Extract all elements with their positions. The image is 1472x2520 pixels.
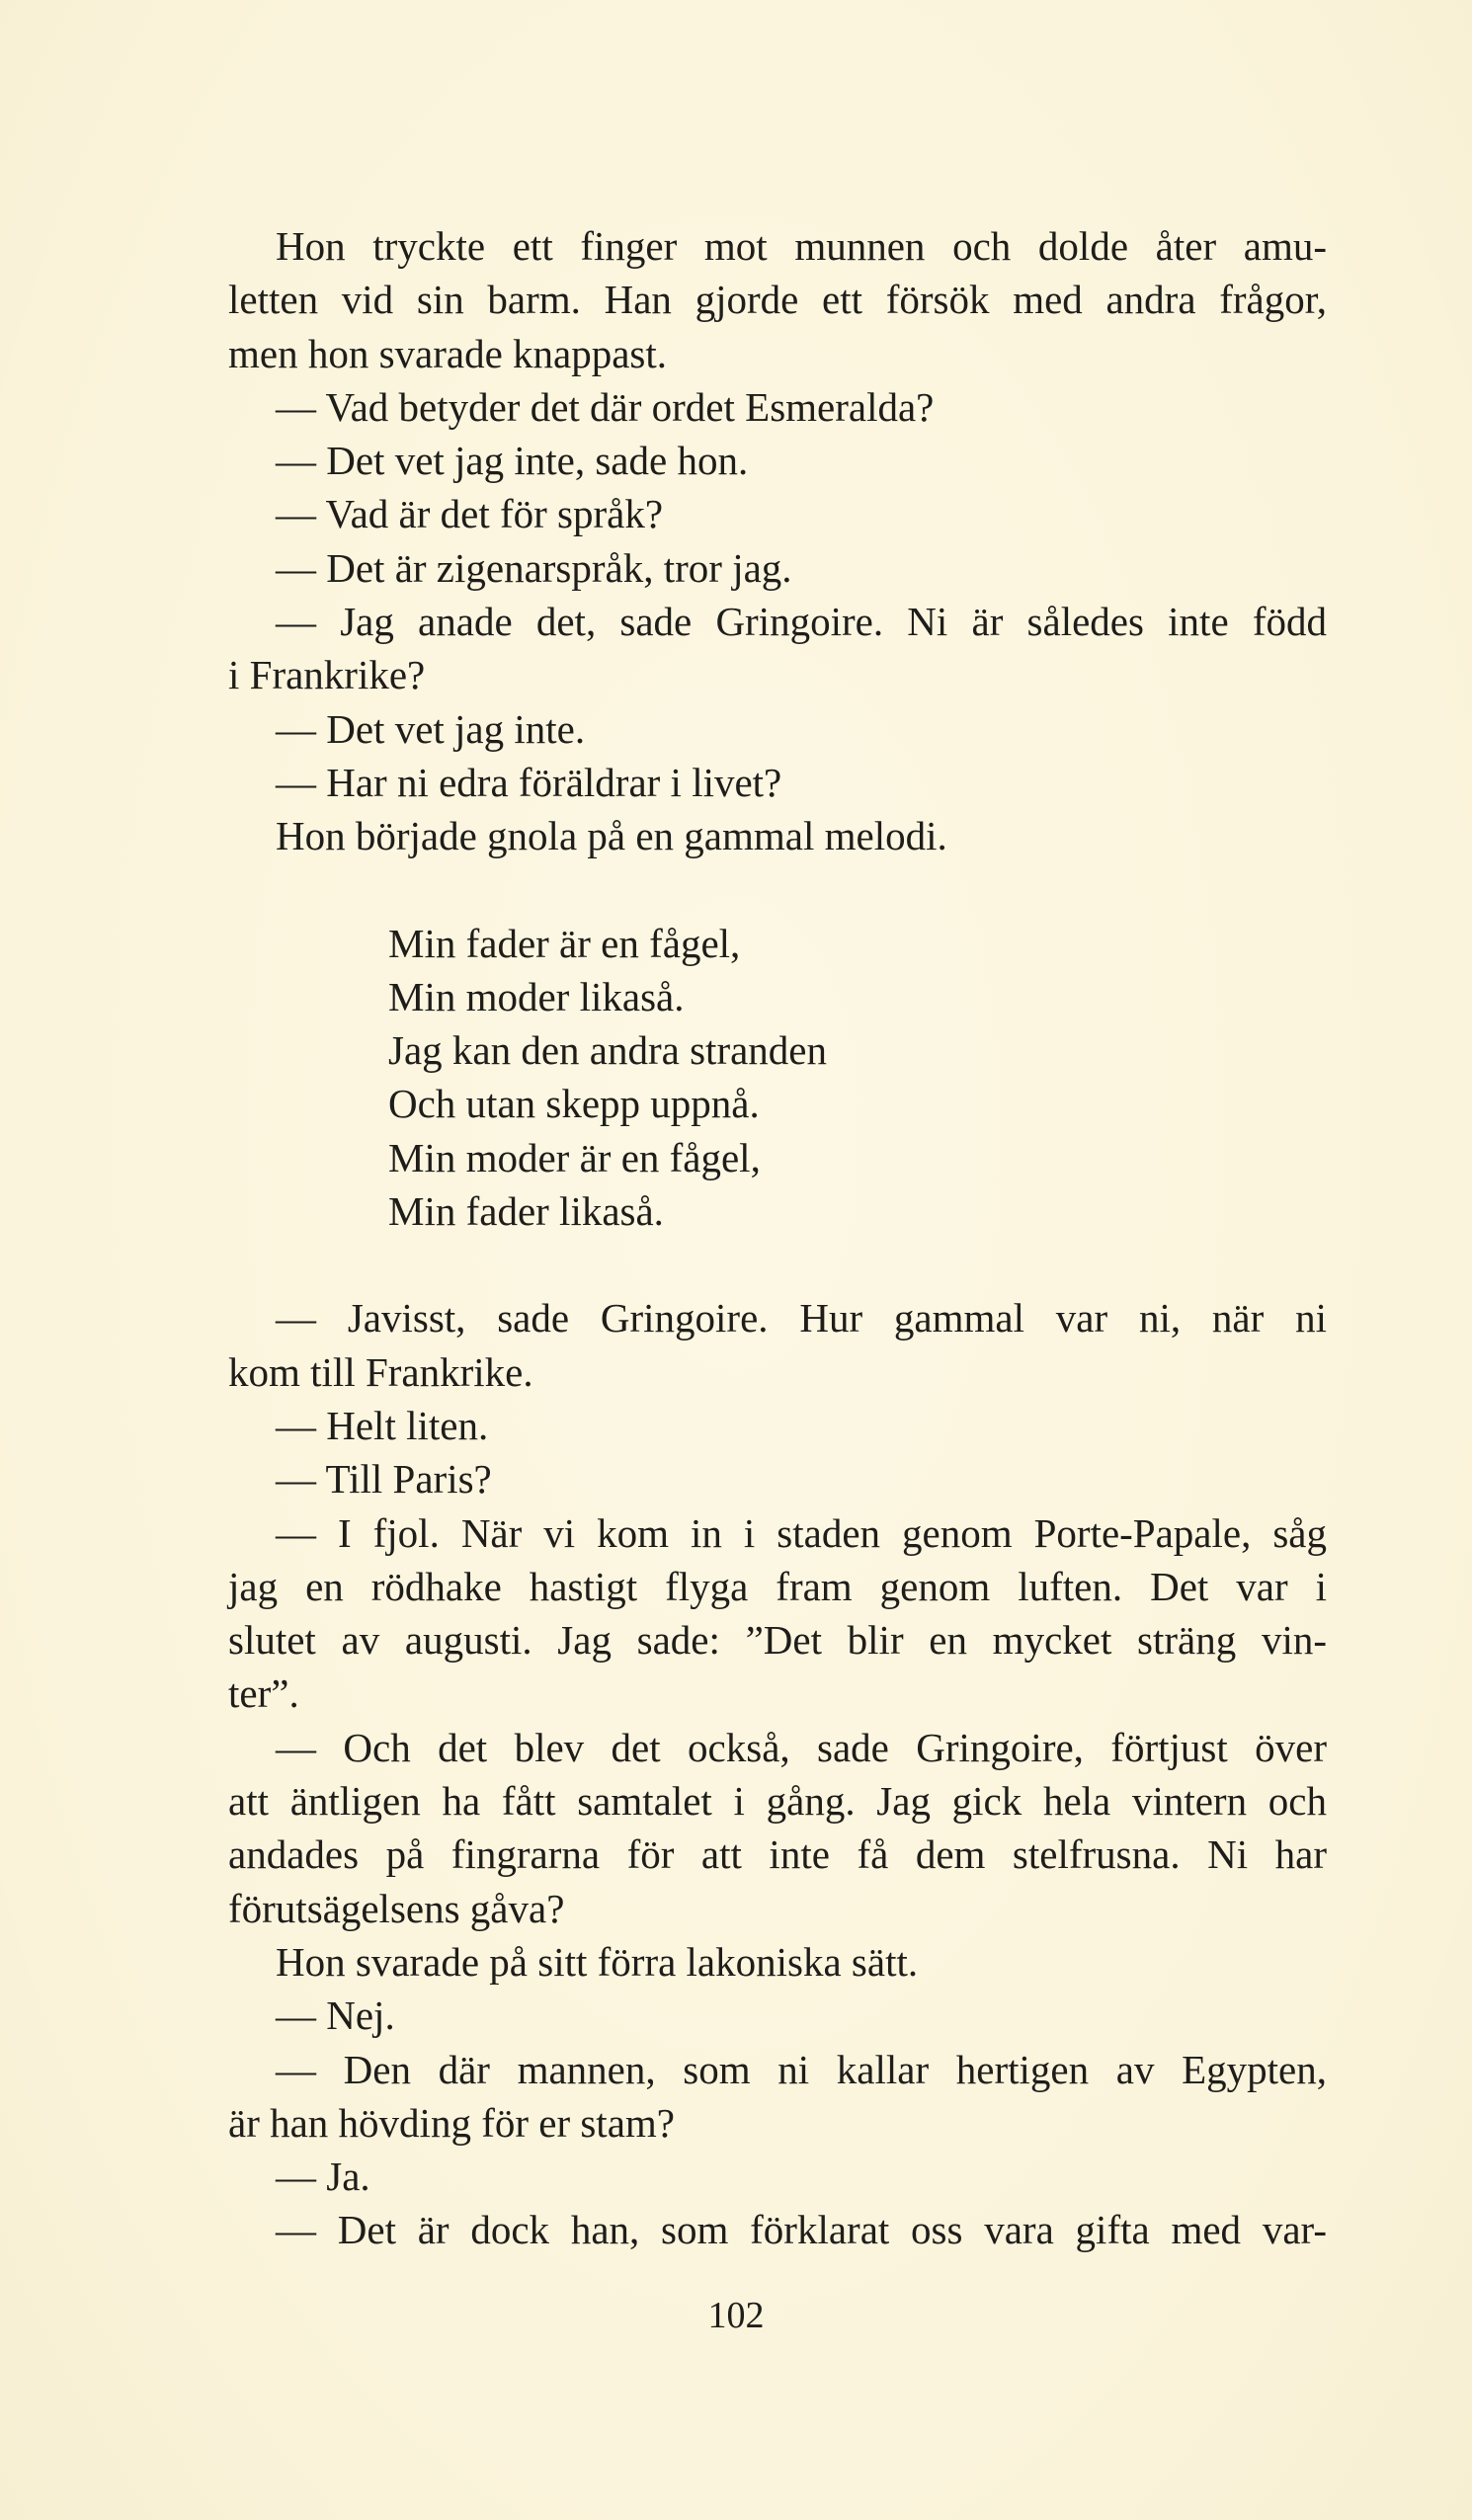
- dialogue-line: förutsägelsens gåva?: [228, 1885, 565, 1931]
- dialogue-line: — Den där mannen, som ni kallar hertigen av Egypten,: [276, 2046, 1327, 2092]
- dialogue-line: — Vad är det för språk?: [276, 491, 664, 537]
- verse-line: Min moder likaså.: [388, 973, 685, 1019]
- dialogue-line: kom till Frankrike.: [228, 1348, 533, 1395]
- verse-line: Jag kan den andra stranden: [388, 1027, 827, 1074]
- dialogue-line: andades på fingrarna för att inte få dem stelfrusna. Ni har: [228, 1831, 1327, 1878]
- dialogue-line: är han hövding för er stam?: [228, 2099, 675, 2146]
- dialogue-line: — Det är zigenarspråk, tror jag.: [276, 544, 792, 591]
- dialogue-line: — Helt liten.: [276, 1402, 489, 1448]
- dialogue-line: — Nej.: [276, 1992, 395, 2039]
- verse-line: Min fader likaså.: [388, 1188, 664, 1235]
- verse-line: Min fader är en fågel,: [388, 920, 741, 966]
- text-line: Hon började gnola på en gammal melodi.: [276, 813, 947, 859]
- dialogue-line: — Det vet jag inte, sade hon.: [276, 438, 749, 484]
- dialogue-line: — Javisst, sade Gringoire. Hur gammal var ni, när ni: [276, 1295, 1327, 1341]
- dialogue-line: ter”.: [228, 1670, 299, 1717]
- dialogue-line: — Vad betyder det där ordet Esmeralda?: [276, 383, 935, 430]
- dialogue-line: — Ja.: [276, 2154, 370, 2200]
- dialogue-line: — Jag anade det, sade Gringoire. Ni är således inte född: [276, 599, 1327, 645]
- dialogue-line: jag en rödhake hastigt flyga fram genom luften. Det var i: [228, 1563, 1327, 1609]
- dialogue-line: att äntligen ha fått samtalet i gång. Jag gick hela vintern och: [228, 1778, 1327, 1825]
- stanza-gap: [228, 1238, 1327, 1291]
- page-number: 102: [707, 2295, 765, 2336]
- page-text: [228, 219, 1327, 2257]
- verse-line: Min moder är en fågel,: [388, 1134, 761, 1180]
- dialogue-line: slutet av augusti. Jag sade: ”Det blir en mycket sträng vin-: [228, 1617, 1327, 1664]
- dialogue-line: — Har ni edra föräldrar i livet?: [276, 759, 782, 805]
- dialogue-line: — Och det blev det också, sade Gringoire, förtjust över: [276, 1724, 1327, 1770]
- dialogue-line: — Det är dock han, som förklarat oss vara gifta med var-: [276, 2207, 1327, 2253]
- dialogue-line: — I fjol. När vi kom in i staden genom Porte-Papale, såg: [276, 1509, 1327, 1556]
- text-line: Hon svarade på sitt förra lakoniska sätt.: [276, 1938, 919, 1985]
- verse-line: Och utan skepp uppnå.: [388, 1081, 760, 1127]
- text-line: men hon svarade knappast.: [228, 330, 668, 376]
- dialogue-line: — Till Paris?: [276, 1456, 492, 1503]
- dialogue-line: i Frankrike?: [228, 652, 426, 698]
- text-line: Hon tryckte ett finger mot munnen och dolde åter amu-: [276, 223, 1327, 269]
- dialogue-line: — Det vet jag inte.: [276, 705, 586, 752]
- stanza-gap: [228, 863, 1327, 917]
- text-line: letten vid sin barm. Han gjorde ett försök med andra frågor,: [228, 277, 1327, 323]
